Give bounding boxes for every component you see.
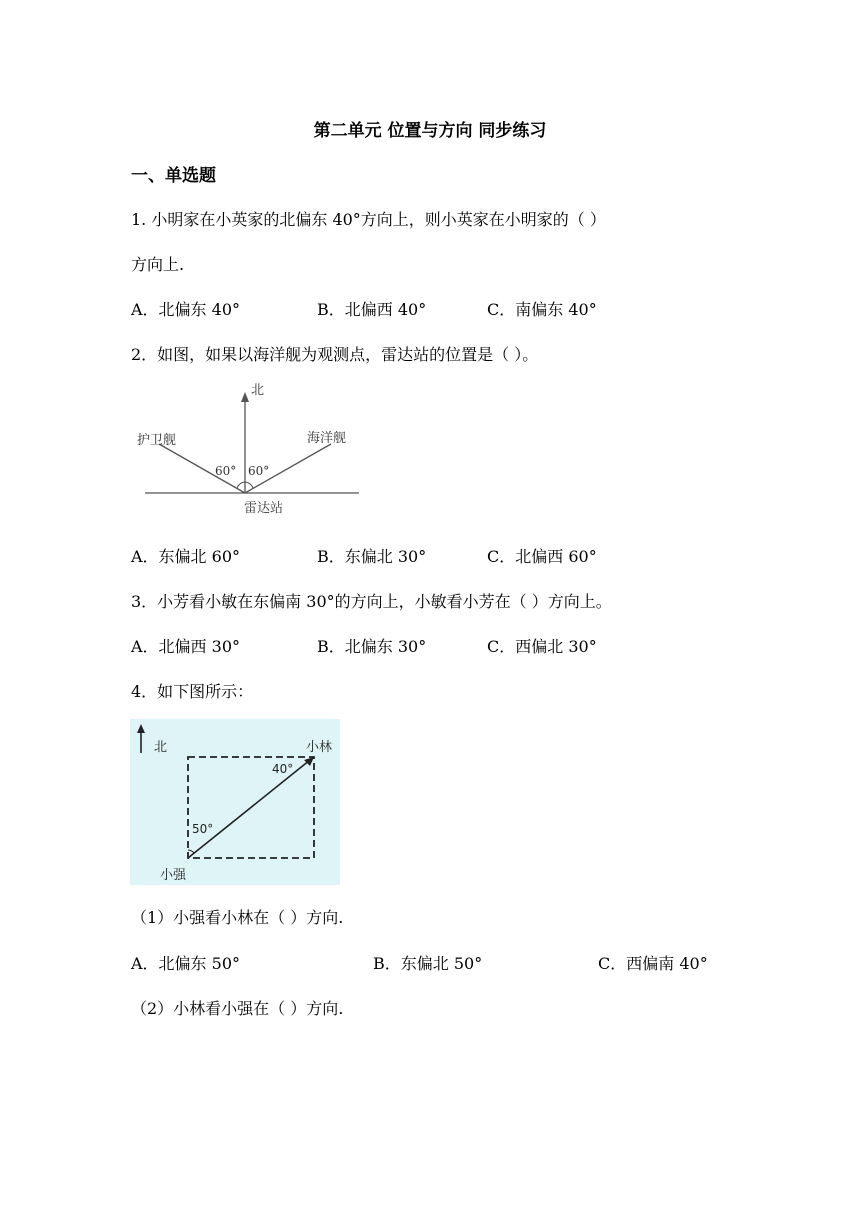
angle-left-label: 60° bbox=[215, 464, 237, 478]
q3-option-c[interactable]: C．西偏北 30° bbox=[487, 637, 597, 656]
q2-option-a[interactable]: A．东偏北 60° bbox=[131, 547, 241, 566]
q4-figure-svg bbox=[130, 719, 340, 885]
q3-option-a[interactable]: A．北偏西 30° bbox=[131, 637, 241, 656]
left-ship-label: 护卫舰 bbox=[137, 433, 177, 448]
q3-option-b[interactable]: B．北偏东 30° bbox=[317, 637, 427, 656]
q3-text: 3．小芳看小敏在东偏南 30°的方向上，小敏看小芳在（ ）方向上。 bbox=[131, 592, 612, 611]
north-label: 北 bbox=[154, 740, 168, 755]
q2-figure bbox=[131, 378, 363, 524]
q1-option-c[interactable]: C．南偏东 40° bbox=[487, 300, 597, 319]
north-label: 北 bbox=[251, 383, 265, 398]
q1-option-a[interactable]: A．北偏东 40° bbox=[131, 300, 241, 319]
page-title: 第二单元 位置与方向 同步练习 bbox=[313, 121, 547, 141]
top-right-label: 小林 bbox=[306, 740, 333, 755]
q4-sub1-option-b[interactable]: B．东偏北 50° bbox=[373, 954, 483, 973]
angle-arc-left bbox=[237, 482, 245, 488]
angle-arc-right bbox=[245, 482, 253, 488]
q1-line2: 方向上. bbox=[131, 255, 185, 274]
section-heading: 一、单选题 bbox=[131, 166, 216, 186]
station-label: 雷达站 bbox=[244, 501, 284, 516]
q4-sub1-option-c[interactable]: C．西偏南 40° bbox=[598, 954, 708, 973]
north-arrow-icon bbox=[241, 392, 249, 402]
q2-text: 2．如图，如果以海洋舰为观测点，雷达站的位置是（ ）。 bbox=[131, 345, 539, 364]
q2-figure-svg bbox=[131, 378, 363, 524]
angle-top-label: 40° bbox=[272, 762, 294, 776]
bottom-left-label: 小强 bbox=[160, 868, 187, 883]
q4-figure bbox=[130, 719, 340, 885]
angle-bottom-label: 50° bbox=[192, 822, 214, 836]
right-ship-label: 海洋舰 bbox=[307, 431, 347, 446]
q2-option-b[interactable]: B．东偏北 30° bbox=[317, 547, 427, 566]
q4-sub1-option-a[interactable]: A．北偏东 50° bbox=[131, 954, 241, 973]
angle-right-label: 60° bbox=[248, 464, 270, 478]
q1-line1: 1. 小明家在小英家的北偏东 40°方向上，则小英家在小明家的（ ） bbox=[131, 210, 606, 229]
q4-sub2-text: （2）小林看小强在（ ）方向. bbox=[131, 999, 344, 1018]
q2-option-c[interactable]: C．北偏西 60° bbox=[487, 547, 597, 566]
q4-text: 4．如下图所示： bbox=[131, 682, 254, 701]
q4-sub1-text: （1）小强看小林在（ ）方向. bbox=[131, 908, 344, 927]
q1-option-b[interactable]: B．北偏西 40° bbox=[317, 300, 427, 319]
